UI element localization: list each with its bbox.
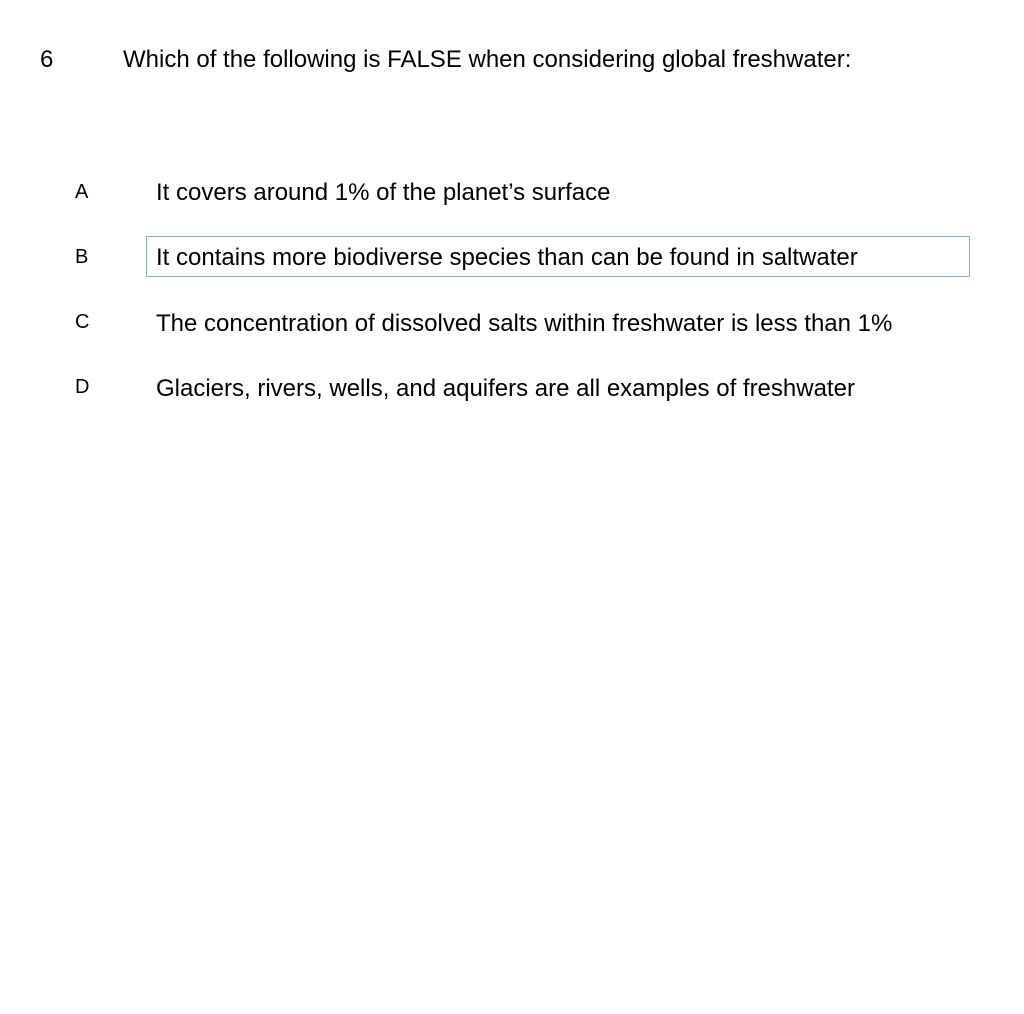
- option-d-letter: D: [75, 376, 90, 398]
- option-c-letter: C: [75, 311, 90, 333]
- option-b-letter: B: [75, 246, 89, 268]
- question-text: Which of the following is FALSE when considering global freshwater:: [123, 46, 852, 73]
- option-b-text[interactable]: It contains more biodiverse species than can be found in saltwater: [156, 244, 858, 271]
- option-d-text[interactable]: Glaciers, rivers, wells, and aquifers are all examples of freshwater: [156, 375, 855, 402]
- option-a-letter: A: [75, 181, 89, 203]
- question-number: 6: [40, 46, 54, 73]
- option-c-text[interactable]: The concentration of dissolved salts within freshwater is less than 1%: [156, 310, 893, 337]
- option-a-text[interactable]: It covers around 1% of the planet’s surface: [156, 179, 611, 206]
